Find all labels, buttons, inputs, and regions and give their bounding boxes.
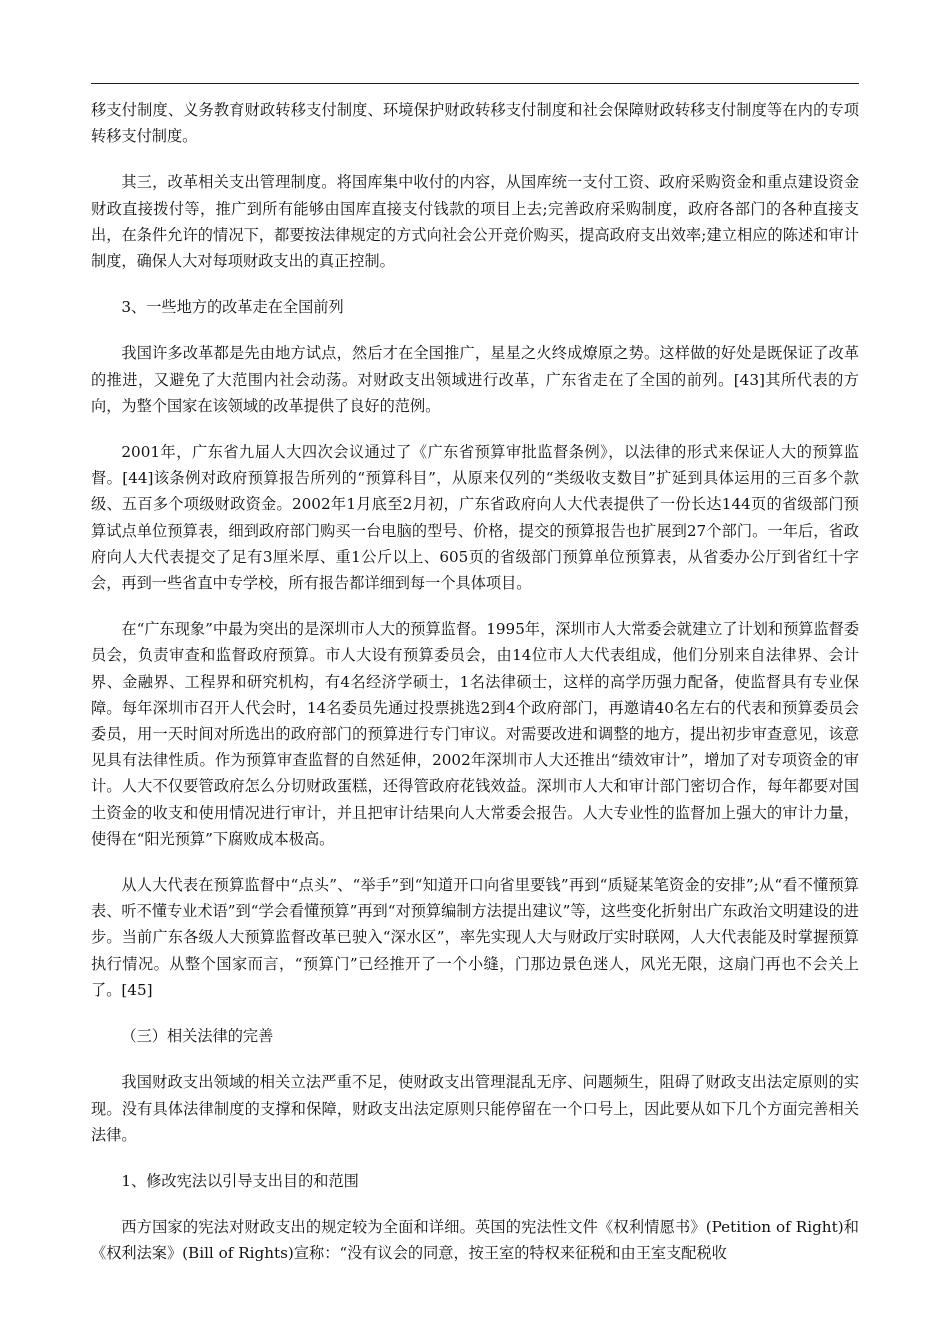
- paragraph-legislation: 我国财政支出领域的相关立法严重不足，使财政支出管理混乱无序、问题频生，阻碍了财政支出法定原则的实现。没有具体法律制度的支撑和保障，财政支出法定原则只能停留在一个口号上，因此要从如下几个方面完善相关法律。: [91, 1073, 859, 1144]
- paragraph-deputies-progress: 从人大代表在预算监督中“点头”、“举手”到“知道开口向省里要钱”再到“质疑某笔资金的安排”;从“看不懂预算表、听不懂专业术语”到“学会看懂预算”再到“对预算编制方法提出建议”等，这些变化折射出广东政治文明建设的进步。当前广东各级人大预算监督改革已驶入“深水区”，率先实现人大与财政厅实时联网，人大代表能及时掌握预算执行情况。从整个国家而言，“预算门”已经推开了一个小缝，门那边景色迷人，风光无限，这扇门再也不会关上了。[45]: [91, 876, 859, 999]
- section-heading-laws: （三）相关法律的完善: [121, 1027, 274, 1046]
- header-rule: [91, 83, 859, 84]
- section-heading-local-reform: 3、一些地方的改革走在全国前列: [121, 298, 344, 317]
- body-text: [91, 97, 859, 1267]
- paragraph-shenzhen: 在“广东现象”中最为突出的是深圳市人大的预算监督。1995年，深圳市人大常委会就建立了计划和预算监督委员会，负责审查和监督政府预算。市人大设有预算委员会，由14位市人大代表组成，他们分别来自法律界、会计界、金融界、工程界和研究机构，有4名经济学硕士，1名法律硕士，这样的高学历强力配备，使监督具有专业保障。每年深圳市召开人代会时，14名委员先通过投票挑选2到4个政府部门，再邀请40名左右的代表和预算委员会委员，用一天时间对所选出的政府部门的预算进行专门审议。对需要改进和调整的地方，提出初步审查意见，该意见具有法律性质。作为预算审查监督的自然延伸，2002年深圳市人大还推出“绩效审计”，增加了对专项资金的审计。人大不仅要管政府怎么分切财政蛋糕，还得管政府花钱效益。深圳市人大和审计部门密切合作，每年都要对国土资金的收支和使用情况进行审计，并且把审计结果向人大常委会报告。人大专业性的监督加上强大的审计力量，使得在“阳光预算”下腐败成本极高。: [91, 620, 860, 848]
- paragraph-western-constitutions: 西方国家的宪法对财政支出的规定较为全面和详细。英国的宪法性文件《权利情愿书》(Petition of Right)和《权利法案》(Bill of Rights)宣称：“没有议会的同意，按王室的特权来征税和由王室支配税收: [91, 1218, 859, 1263]
- paragraph-local-pilots: 我国许多改革都是先由地方试点，然后才在全国推广，星星之火终成燎原之势。这样做的好处是既保证了改革的推进，又避免了大范围内社会动荡。对财政支出领域进行改革，广东省走在了全国的前列。[43]其所代表的方向，为整个国家在该领域的改革提供了良好的范例。: [91, 344, 859, 415]
- paragraph-expenditure-management: 其三，改革相关支出管理制度。将国库集中收付的内容，从国库统一支付工资、政府采购资金和重点建设资金财政直接拨付等，推广到所有能够由国库直接支付钱款的项目上去;完善政府采购制度，政府各部门的各种直接支出，在条件允许的情况下，都要按法律规定的方式向社会公开竞价购买，提高政府支出效率;建立相应的陈述和审计制度，确保人大对每项财政支出的真正控制。: [91, 173, 859, 271]
- paragraph-continuation: 移支付制度、义务教育财政转移支付制度、环境保护财政转移支付制度和社会保障财政转移支付制度等在内的专项转移支付制度。: [91, 101, 859, 146]
- paragraph-guangdong-2001: 2001年，广东省九届人大四次会议通过了《广东省预算审批监督条例》，以法律的形式来保证人大的预算监督。[44]该条例对政府预算报告所列的“预算科目”，从原来仅列的“类级收支数目”扩延到具体运用的三百多个款级、五百多个项级财政资金。2002年1月底至2月初，广东省政府向人大代表提供了一份长达144页的省级部门预算试点单位预算表，细到政府部门购买一台电脑的型号、价格，提交的预算报告也扩展到27个部门。一年后，省政府向人大代表提交了足有3厘米厚、重1公斤以上、605页的省级部门预算单位预算表，从省委办公厅到省红十字会，再到一些省直中专学校，所有报告都详细到每一个具体项目。: [91, 443, 859, 593]
- section-heading-constitution: 1、修改宪法以引导支出目的和范围: [121, 1171, 359, 1190]
